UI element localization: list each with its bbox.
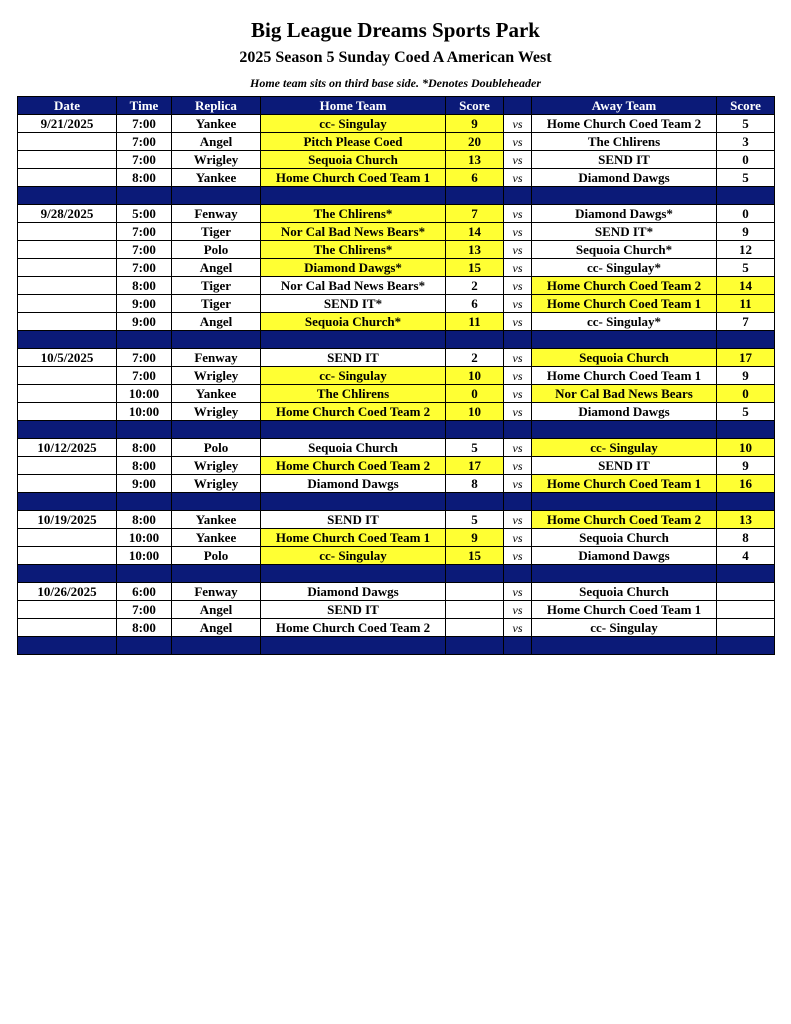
table-row: [18, 439, 775, 457]
time-cell: 8:00: [117, 511, 172, 529]
vs-cell: vs: [504, 547, 532, 565]
replica-cell: Angel: [172, 133, 261, 151]
replica-cell: Yankee: [172, 385, 261, 403]
home-team-cell: Diamond Dawgs: [261, 583, 446, 601]
table-row: [18, 403, 775, 421]
vs-cell: vs: [504, 259, 532, 277]
week-separator-row: [18, 421, 775, 439]
away-score-cell: [717, 619, 775, 637]
home-team-cell: SEND IT: [261, 601, 446, 619]
vs-cell: vs: [504, 619, 532, 637]
home-score-cell: 2: [446, 349, 504, 367]
home-team-cell: cc- Singulay: [261, 115, 446, 133]
week-separator-row: [18, 187, 775, 205]
replica-cell: Yankee: [172, 115, 261, 133]
date-cell: [18, 313, 117, 331]
home-score-cell: [446, 619, 504, 637]
date-cell: [18, 223, 117, 241]
away-team-cell: Diamond Dawgs: [532, 403, 717, 421]
separator-cell: [446, 565, 504, 583]
replica-cell: Angel: [172, 601, 261, 619]
home-team-cell: Home Church Coed Team 1: [261, 529, 446, 547]
replica-cell: Wrigley: [172, 475, 261, 493]
away-team-cell: Home Church Coed Team 2: [532, 115, 717, 133]
away-score-cell: 5: [717, 403, 775, 421]
home-team-cell: Home Church Coed Team 2: [261, 457, 446, 475]
time-cell: 7:00: [117, 133, 172, 151]
vs-cell: vs: [504, 205, 532, 223]
away-score-cell: 5: [717, 115, 775, 133]
date-cell: [18, 385, 117, 403]
col-header-away-team: Away Team: [532, 97, 717, 115]
separator-cell: [504, 421, 532, 439]
separator-cell: [117, 565, 172, 583]
table-row: [18, 529, 775, 547]
away-score-cell: 14: [717, 277, 775, 295]
vs-cell: vs: [504, 583, 532, 601]
table-row: [18, 475, 775, 493]
date-cell: [18, 547, 117, 565]
separator-cell: [172, 187, 261, 205]
replica-cell: Fenway: [172, 349, 261, 367]
time-cell: 10:00: [117, 385, 172, 403]
replica-cell: Angel: [172, 619, 261, 637]
home-score-cell: 15: [446, 547, 504, 565]
home-team-cell: Home Church Coed Team 2: [261, 403, 446, 421]
date-cell: [18, 259, 117, 277]
replica-cell: Polo: [172, 241, 261, 259]
time-cell: 10:00: [117, 547, 172, 565]
table-row: [18, 457, 775, 475]
home-score-cell: 8: [446, 475, 504, 493]
vs-cell: vs: [504, 457, 532, 475]
away-team-cell: Home Church Coed Team 1: [532, 295, 717, 313]
separator-cell: [717, 493, 775, 511]
table-row: [18, 115, 775, 133]
table-row: [18, 619, 775, 637]
home-score-cell: 10: [446, 403, 504, 421]
away-team-cell: Home Church Coed Team 2: [532, 511, 717, 529]
separator-cell: [18, 331, 117, 349]
separator-cell: [532, 187, 717, 205]
separator-cell: [532, 421, 717, 439]
table-row: [18, 601, 775, 619]
date-cell: [18, 475, 117, 493]
table-row: [18, 223, 775, 241]
separator-cell: [117, 637, 172, 655]
separator-cell: [717, 331, 775, 349]
away-score-cell: 13: [717, 511, 775, 529]
separator-cell: [172, 331, 261, 349]
date-cell: [18, 241, 117, 259]
separator-cell: [446, 421, 504, 439]
table-row: [18, 151, 775, 169]
week-separator-row: [18, 493, 775, 511]
table-row: [18, 385, 775, 403]
time-cell: 7:00: [117, 241, 172, 259]
separator-cell: [717, 637, 775, 655]
separator-cell: [18, 565, 117, 583]
time-cell: 8:00: [117, 277, 172, 295]
home-team-cell: cc- Singulay: [261, 367, 446, 385]
table-row: [18, 367, 775, 385]
replica-cell: Polo: [172, 439, 261, 457]
away-team-cell: Home Church Coed Team 2: [532, 277, 717, 295]
separator-cell: [504, 331, 532, 349]
vs-cell: vs: [504, 295, 532, 313]
separator-cell: [18, 493, 117, 511]
home-team-cell: SEND IT*: [261, 295, 446, 313]
time-cell: 10:00: [117, 529, 172, 547]
away-score-cell: 3: [717, 133, 775, 151]
separator-cell: [172, 421, 261, 439]
separator-cell: [532, 493, 717, 511]
away-score-cell: [717, 601, 775, 619]
replica-cell: Yankee: [172, 511, 261, 529]
separator-cell: [117, 331, 172, 349]
away-team-cell: Diamond Dawgs: [532, 547, 717, 565]
vs-cell: vs: [504, 403, 532, 421]
separator-cell: [717, 187, 775, 205]
vs-cell: vs: [504, 439, 532, 457]
page-note: Home team sits on third base side. *Denotes Doubleheader: [250, 76, 541, 90]
separator-cell: [504, 637, 532, 655]
away-score-cell: 9: [717, 223, 775, 241]
replica-cell: Wrigley: [172, 367, 261, 385]
vs-cell: vs: [504, 241, 532, 259]
week-separator-row: [18, 565, 775, 583]
separator-cell: [446, 493, 504, 511]
away-score-cell: 10: [717, 439, 775, 457]
home-team-cell: cc- Singulay: [261, 547, 446, 565]
header-row: [18, 97, 775, 115]
away-team-cell: SEND IT*: [532, 223, 717, 241]
separator-cell: [117, 187, 172, 205]
home-team-cell: Home Church Coed Team 2: [261, 619, 446, 637]
date-cell: [18, 403, 117, 421]
home-score-cell: 9: [446, 529, 504, 547]
separator-cell: [504, 187, 532, 205]
separator-cell: [18, 421, 117, 439]
separator-cell: [446, 187, 504, 205]
home-team-cell: The Chlirens: [261, 385, 446, 403]
time-cell: 8:00: [117, 169, 172, 187]
away-team-cell: Home Church Coed Team 1: [532, 367, 717, 385]
table-row: [18, 259, 775, 277]
away-score-cell: 9: [717, 367, 775, 385]
table-row: [18, 583, 775, 601]
away-team-cell: cc- Singulay: [532, 439, 717, 457]
date-cell: 10/5/2025: [18, 349, 117, 367]
col-header-replica: Replica: [172, 97, 261, 115]
home-score-cell: 6: [446, 295, 504, 313]
away-team-cell: Diamond Dawgs*: [532, 205, 717, 223]
away-score-cell: 0: [717, 205, 775, 223]
date-cell: [18, 367, 117, 385]
separator-cell: [532, 331, 717, 349]
away-score-cell: 16: [717, 475, 775, 493]
vs-cell: vs: [504, 151, 532, 169]
separator-cell: [532, 637, 717, 655]
separator-cell: [261, 187, 446, 205]
away-team-cell: Sequoia Church: [532, 583, 717, 601]
away-team-cell: Sequoia Church: [532, 529, 717, 547]
table-row: [18, 511, 775, 529]
separator-cell: [172, 493, 261, 511]
away-score-cell: 7: [717, 313, 775, 331]
away-team-cell: SEND IT: [532, 151, 717, 169]
date-cell: [18, 529, 117, 547]
home-score-cell: 7: [446, 205, 504, 223]
time-cell: 7:00: [117, 223, 172, 241]
home-score-cell: 13: [446, 241, 504, 259]
date-cell: 10/12/2025: [18, 439, 117, 457]
col-header-time: Time: [117, 97, 172, 115]
away-team-cell: Nor Cal Bad News Bears: [532, 385, 717, 403]
replica-cell: Yankee: [172, 169, 261, 187]
separator-cell: [261, 493, 446, 511]
vs-cell: vs: [504, 223, 532, 241]
away-team-cell: Sequoia Church*: [532, 241, 717, 259]
table-row: [18, 547, 775, 565]
home-score-cell: 0: [446, 385, 504, 403]
date-cell: [18, 601, 117, 619]
home-score-cell: 17: [446, 457, 504, 475]
col-header-home-score: Score: [446, 97, 504, 115]
page-subtitle: 2025 Season 5 Sunday Coed A American West: [239, 49, 552, 66]
away-team-cell: Sequoia Church: [532, 349, 717, 367]
separator-cell: [261, 421, 446, 439]
replica-cell: Angel: [172, 259, 261, 277]
home-score-cell: 15: [446, 259, 504, 277]
separator-cell: [172, 565, 261, 583]
schedule-body: [18, 115, 775, 655]
home-score-cell: 9: [446, 115, 504, 133]
home-score-cell: 2: [446, 277, 504, 295]
date-cell: 10/26/2025: [18, 583, 117, 601]
replica-cell: Tiger: [172, 223, 261, 241]
time-cell: 8:00: [117, 619, 172, 637]
time-cell: 8:00: [117, 439, 172, 457]
time-cell: 7:00: [117, 349, 172, 367]
time-cell: 7:00: [117, 367, 172, 385]
home-team-cell: SEND IT: [261, 349, 446, 367]
home-team-cell: Nor Cal Bad News Bears*: [261, 277, 446, 295]
time-cell: 9:00: [117, 313, 172, 331]
vs-cell: vs: [504, 529, 532, 547]
col-header-home-team: Home Team: [261, 97, 446, 115]
replica-cell: Wrigley: [172, 457, 261, 475]
vs-cell: vs: [504, 115, 532, 133]
home-team-cell: Diamond Dawgs*: [261, 259, 446, 277]
home-score-cell: [446, 583, 504, 601]
away-score-cell: 12: [717, 241, 775, 259]
separator-cell: [446, 331, 504, 349]
time-cell: 7:00: [117, 259, 172, 277]
separator-cell: [532, 565, 717, 583]
replica-cell: Yankee: [172, 529, 261, 547]
away-team-cell: Home Church Coed Team 1: [532, 601, 717, 619]
away-score-cell: 8: [717, 529, 775, 547]
vs-cell: vs: [504, 511, 532, 529]
separator-cell: [446, 637, 504, 655]
date-cell: 10/19/2025: [18, 511, 117, 529]
date-cell: [18, 457, 117, 475]
separator-cell: [717, 565, 775, 583]
vs-cell: vs: [504, 385, 532, 403]
home-team-cell: The Chlirens*: [261, 241, 446, 259]
table-row: [18, 205, 775, 223]
time-cell: 8:00: [117, 457, 172, 475]
away-score-cell: 11: [717, 295, 775, 313]
week-separator-row: [18, 637, 775, 655]
table-row: [18, 313, 775, 331]
separator-cell: [504, 565, 532, 583]
time-cell: 7:00: [117, 601, 172, 619]
away-team-cell: SEND IT: [532, 457, 717, 475]
away-score-cell: 0: [717, 151, 775, 169]
replica-cell: Polo: [172, 547, 261, 565]
replica-cell: Angel: [172, 313, 261, 331]
schedule-table: [17, 96, 775, 655]
replica-cell: Wrigley: [172, 403, 261, 421]
away-score-cell: 0: [717, 385, 775, 403]
separator-cell: [717, 421, 775, 439]
vs-cell: vs: [504, 169, 532, 187]
vs-cell: vs: [504, 367, 532, 385]
separator-cell: [261, 331, 446, 349]
replica-cell: Fenway: [172, 205, 261, 223]
home-score-cell: 20: [446, 133, 504, 151]
date-cell: [18, 295, 117, 313]
home-team-cell: Home Church Coed Team 1: [261, 169, 446, 187]
away-score-cell: 5: [717, 259, 775, 277]
vs-cell: vs: [504, 601, 532, 619]
home-team-cell: Sequoia Church: [261, 439, 446, 457]
col-header-vs: [504, 97, 532, 115]
vs-cell: vs: [504, 349, 532, 367]
table-row: [18, 295, 775, 313]
separator-cell: [117, 493, 172, 511]
time-cell: 10:00: [117, 403, 172, 421]
home-team-cell: Diamond Dawgs: [261, 475, 446, 493]
vs-cell: vs: [504, 313, 532, 331]
home-team-cell: The Chlirens*: [261, 205, 446, 223]
away-team-cell: Diamond Dawgs: [532, 169, 717, 187]
away-team-cell: cc- Singulay*: [532, 313, 717, 331]
replica-cell: Fenway: [172, 583, 261, 601]
vs-cell: vs: [504, 133, 532, 151]
col-header-date: Date: [18, 97, 117, 115]
time-cell: 5:00: [117, 205, 172, 223]
replica-cell: Tiger: [172, 295, 261, 313]
date-cell: [18, 151, 117, 169]
home-score-cell: 6: [446, 169, 504, 187]
date-cell: [18, 619, 117, 637]
date-cell: [18, 133, 117, 151]
time-cell: 9:00: [117, 475, 172, 493]
away-team-cell: cc- Singulay: [532, 619, 717, 637]
home-score-cell: 13: [446, 151, 504, 169]
date-cell: [18, 169, 117, 187]
separator-cell: [261, 565, 446, 583]
home-score-cell: 11: [446, 313, 504, 331]
away-team-cell: The Chlirens: [532, 133, 717, 151]
away-team-cell: cc- Singulay*: [532, 259, 717, 277]
home-team-cell: Pitch Please Coed: [261, 133, 446, 151]
table-row: [18, 349, 775, 367]
separator-cell: [504, 493, 532, 511]
away-score-cell: 17: [717, 349, 775, 367]
time-cell: 6:00: [117, 583, 172, 601]
date-cell: 9/28/2025: [18, 205, 117, 223]
separator-cell: [172, 637, 261, 655]
time-cell: 7:00: [117, 151, 172, 169]
table-row: [18, 241, 775, 259]
home-team-cell: Nor Cal Bad News Bears*: [261, 223, 446, 241]
separator-cell: [261, 637, 446, 655]
separator-cell: [18, 187, 117, 205]
away-score-cell: 9: [717, 457, 775, 475]
separator-cell: [18, 637, 117, 655]
home-score-cell: 5: [446, 439, 504, 457]
date-cell: 9/21/2025: [18, 115, 117, 133]
home-score-cell: 10: [446, 367, 504, 385]
separator-cell: [117, 421, 172, 439]
week-separator-row: [18, 331, 775, 349]
vs-cell: vs: [504, 277, 532, 295]
home-team-cell: SEND IT: [261, 511, 446, 529]
replica-cell: Tiger: [172, 277, 261, 295]
table-row: [18, 133, 775, 151]
away-score-cell: [717, 583, 775, 601]
away-score-cell: 5: [717, 169, 775, 187]
date-cell: [18, 277, 117, 295]
home-score-cell: 14: [446, 223, 504, 241]
col-header-away-score: Score: [717, 97, 775, 115]
table-row: [18, 169, 775, 187]
time-cell: 9:00: [117, 295, 172, 313]
replica-cell: Wrigley: [172, 151, 261, 169]
home-team-cell: Sequoia Church: [261, 151, 446, 169]
away-score-cell: 4: [717, 547, 775, 565]
page-title: Big League Dreams Sports Park: [251, 18, 540, 42]
table-row: [18, 277, 775, 295]
home-score-cell: [446, 601, 504, 619]
away-team-cell: Home Church Coed Team 1: [532, 475, 717, 493]
vs-cell: vs: [504, 475, 532, 493]
home-score-cell: 5: [446, 511, 504, 529]
home-team-cell: Sequoia Church*: [261, 313, 446, 331]
time-cell: 7:00: [117, 115, 172, 133]
